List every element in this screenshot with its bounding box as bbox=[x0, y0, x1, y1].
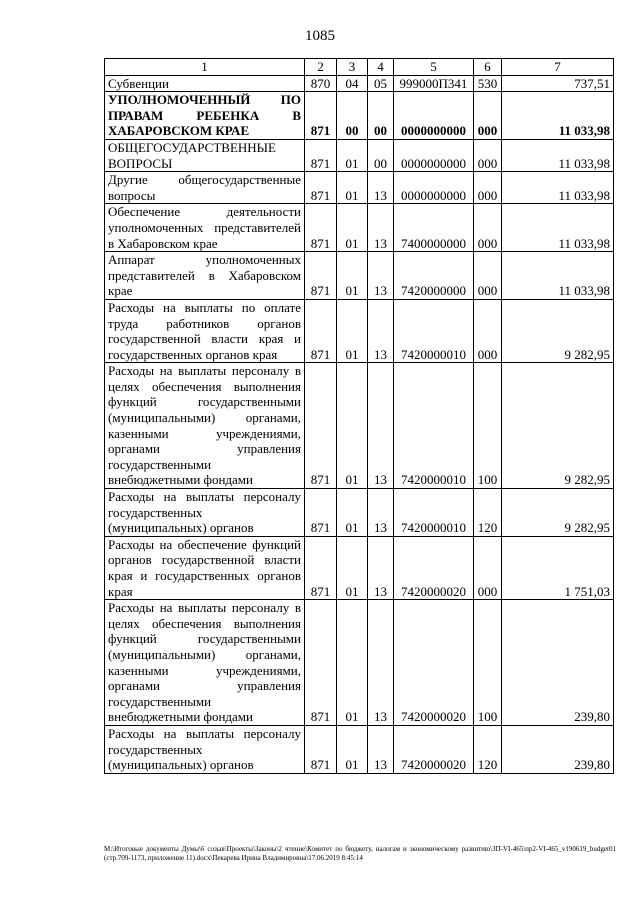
row-amount: 11 033,98 bbox=[502, 172, 614, 204]
table-row bbox=[105, 299, 614, 362]
row-admin-code: 871 bbox=[305, 204, 337, 252]
row-admin-code: 871 bbox=[305, 172, 337, 204]
table-row bbox=[105, 139, 614, 171]
row-name: ОБЩЕГОСУДАРСТВЕННЫЕ ВОПРОСЫ bbox=[105, 139, 305, 171]
row-name: УПОЛНОМОЧЕННЫЙ ПО ПРАВАМ РЕБЕНКА В ХАБАРОВСКОМ КРАЕ bbox=[105, 92, 305, 140]
table-row bbox=[105, 172, 614, 204]
row-subsection: 05 bbox=[368, 75, 394, 92]
row-name: Расходы на выплаты персоналу государственных (муниципальных) органов bbox=[105, 489, 305, 537]
row-expense-type: 530 bbox=[474, 75, 502, 92]
header-col-6: 6 bbox=[474, 59, 502, 76]
row-section: 01 bbox=[337, 536, 368, 599]
row-subsection: 13 bbox=[368, 204, 394, 252]
row-admin-code: 871 bbox=[305, 139, 337, 171]
row-expense-type: 000 bbox=[474, 139, 502, 171]
row-expense-type: 000 bbox=[474, 252, 502, 300]
row-subsection: 13 bbox=[368, 299, 394, 362]
row-amount: 9 282,95 bbox=[502, 299, 614, 362]
row-name: Другие общегосударственные вопросы bbox=[105, 172, 305, 204]
row-target-article: 7400000000 bbox=[394, 204, 474, 252]
row-subsection: 13 bbox=[368, 725, 394, 773]
row-name: Расходы на выплаты по оплате труда работников органов государственной власти края и государственных органов края bbox=[105, 299, 305, 362]
row-name: Расходы на выплаты персоналу государственных (муниципальных) органов bbox=[105, 725, 305, 773]
row-section: 01 bbox=[337, 139, 368, 171]
row-subsection: 13 bbox=[368, 536, 394, 599]
row-amount: 239,80 bbox=[502, 725, 614, 773]
table-row bbox=[105, 252, 614, 300]
row-amount: 9 282,95 bbox=[502, 489, 614, 537]
row-target-article: 7420000010 bbox=[394, 489, 474, 537]
table-row bbox=[105, 204, 614, 252]
page-number: 1085 bbox=[305, 28, 335, 44]
header-col-1: 1 bbox=[105, 59, 305, 76]
row-expense-type: 000 bbox=[474, 299, 502, 362]
row-expense-type: 100 bbox=[474, 600, 502, 726]
row-name: Расходы на выплаты персоналу в целях обеспечения выполнения функций государственными (муниципальными) органами, казенными учреждениями, органами управления государственными внебюджетными фондами bbox=[105, 600, 305, 726]
row-expense-type: 120 bbox=[474, 489, 502, 537]
row-target-article: 7420000010 bbox=[394, 299, 474, 362]
row-expense-type: 100 bbox=[474, 363, 502, 489]
row-admin-code: 871 bbox=[305, 725, 337, 773]
row-name: Субвенции bbox=[105, 75, 305, 92]
row-expense-type: 000 bbox=[474, 204, 502, 252]
row-section: 01 bbox=[337, 172, 368, 204]
row-subsection: 00 bbox=[368, 139, 394, 171]
row-amount: 9 282,95 bbox=[502, 363, 614, 489]
document-path-footer: М:\Итоговые документы Думы\6 созыв\Проекты\Законы\2 чтение\Комитет по бюджету, налогам и экономическому развитию\ЗП-VI-465\пр2-VI-465_v190619_budget01 (стр.709-1173, приложение 11).docx\Пекарева Ирина Владимировна\17.06.2019 8:45:14 bbox=[104, 845, 616, 862]
table-row bbox=[105, 536, 614, 599]
row-target-article: 0000000000 bbox=[394, 139, 474, 171]
row-section: 01 bbox=[337, 363, 368, 489]
row-name: Расходы на выплаты персоналу в целях обеспечения выполнения функций государственными (муниципальными) органами, казенными учреждениями, органами управления государственными внебюджетными фондами bbox=[105, 363, 305, 489]
header-col-4: 4 bbox=[368, 59, 394, 76]
row-expense-type: 000 bbox=[474, 92, 502, 140]
row-name: Аппарат уполномоченных представителей в Хабаровском крае bbox=[105, 252, 305, 300]
table-row bbox=[105, 75, 614, 92]
row-section: 01 bbox=[337, 299, 368, 362]
row-section: 04 bbox=[337, 75, 368, 92]
row-section: 01 bbox=[337, 204, 368, 252]
row-target-article: 7420000020 bbox=[394, 600, 474, 726]
row-amount: 11 033,98 bbox=[502, 92, 614, 140]
row-section: 00 bbox=[337, 92, 368, 140]
row-subsection: 00 bbox=[368, 92, 394, 140]
row-admin-code: 871 bbox=[305, 600, 337, 726]
row-target-article: 7420000010 bbox=[394, 363, 474, 489]
table-row bbox=[105, 489, 614, 537]
row-target-article: 0000000000 bbox=[394, 172, 474, 204]
row-admin-code: 871 bbox=[305, 489, 337, 537]
row-subsection: 13 bbox=[368, 172, 394, 204]
budget-table bbox=[104, 58, 614, 774]
row-name: Расходы на обеспечение функций органов государственной власти края и государственных органов края bbox=[105, 536, 305, 599]
header-col-2: 2 bbox=[305, 59, 337, 76]
row-admin-code: 870 bbox=[305, 75, 337, 92]
row-subsection: 13 bbox=[368, 363, 394, 489]
row-expense-type: 000 bbox=[474, 536, 502, 599]
row-admin-code: 871 bbox=[305, 536, 337, 599]
table-row bbox=[105, 363, 614, 489]
row-target-article: 999000П341 bbox=[394, 75, 474, 92]
row-name: Обеспечение деятельности уполномоченных представителей в Хабаровском крае bbox=[105, 204, 305, 252]
table-header-row bbox=[105, 59, 614, 76]
row-amount: 11 033,98 bbox=[502, 139, 614, 171]
row-subsection: 13 bbox=[368, 252, 394, 300]
row-amount: 11 033,98 bbox=[502, 204, 614, 252]
table-row bbox=[105, 725, 614, 773]
row-target-article: 7420000020 bbox=[394, 725, 474, 773]
row-admin-code: 871 bbox=[305, 363, 337, 489]
table-body bbox=[105, 75, 614, 773]
header-col-3: 3 bbox=[337, 59, 368, 76]
table-row bbox=[105, 92, 614, 140]
row-admin-code: 871 bbox=[305, 252, 337, 300]
row-amount: 11 033,98 bbox=[502, 252, 614, 300]
row-amount: 1 751,03 bbox=[502, 536, 614, 599]
row-section: 01 bbox=[337, 489, 368, 537]
row-admin-code: 871 bbox=[305, 299, 337, 362]
row-expense-type: 000 bbox=[474, 172, 502, 204]
row-expense-type: 120 bbox=[474, 725, 502, 773]
row-subsection: 13 bbox=[368, 600, 394, 726]
header-col-7: 7 bbox=[502, 59, 614, 76]
row-amount: 737,51 bbox=[502, 75, 614, 92]
table-row bbox=[105, 600, 614, 726]
row-target-article: 7420000020 bbox=[394, 536, 474, 599]
row-target-article: 7420000000 bbox=[394, 252, 474, 300]
row-section: 01 bbox=[337, 600, 368, 726]
row-admin-code: 871 bbox=[305, 92, 337, 140]
row-section: 01 bbox=[337, 725, 368, 773]
row-subsection: 13 bbox=[368, 489, 394, 537]
header-col-5: 5 bbox=[394, 59, 474, 76]
row-target-article: 0000000000 bbox=[394, 92, 474, 140]
row-amount: 239,80 bbox=[502, 600, 614, 726]
row-section: 01 bbox=[337, 252, 368, 300]
